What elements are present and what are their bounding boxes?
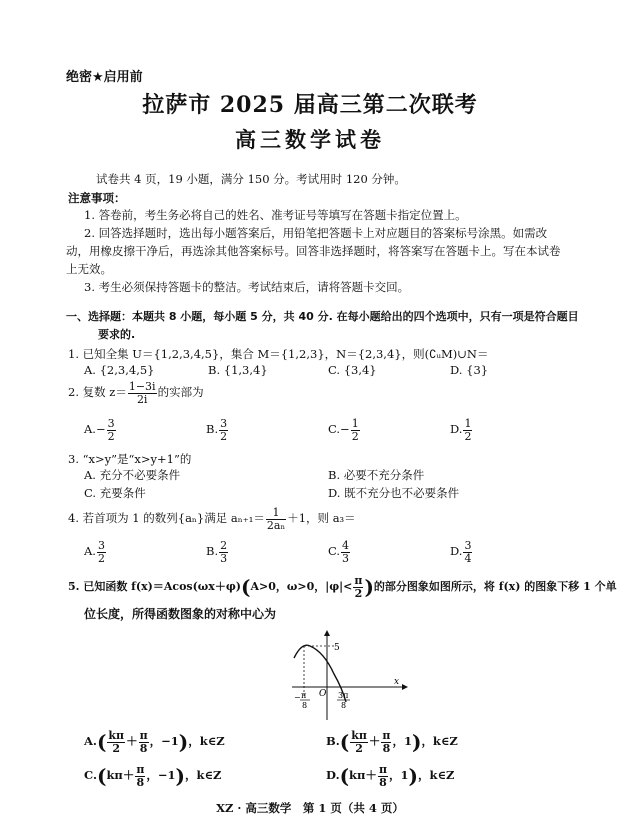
q5-a-num1: kπ [108, 729, 125, 742]
q5-b-paren-open: ( [339, 730, 350, 755]
right-tick-num: 3π [338, 691, 349, 700]
q2-a-num: 3 [107, 417, 115, 430]
q2-option-d [450, 418, 473, 442]
q5-a-den2: 8 [139, 741, 148, 755]
q4-c-frac [341, 540, 350, 564]
q3-option-c: C. 充要条件 [84, 486, 146, 500]
q4-a-num: 3 [97, 539, 105, 552]
left-tick-den: 8 [302, 701, 308, 710]
q5-b-tail: ，1 [392, 734, 412, 749]
left-tick-num: π [301, 691, 307, 700]
q4-denominator: 2aₙ [266, 518, 286, 532]
q2-a-label: A. [84, 422, 96, 437]
q5-a-den1: 2 [112, 741, 121, 755]
exam-title: 拉萨市 2025 届高三第二次联考 [142, 92, 478, 118]
q4-b-num: 2 [220, 539, 228, 552]
q5-phi-frac [353, 575, 363, 599]
x-axis-label: x [394, 677, 400, 687]
q2-c-num: 1 [351, 417, 359, 430]
q2-numerator: 1−3i [128, 380, 156, 393]
q4-prefix: 4. 若首项为 1 的数列{aₙ}满足 aₙ₊₁＝ [68, 511, 265, 526]
origin-label: O [319, 689, 327, 699]
q5-a-frac1 [107, 730, 125, 754]
section-heading: 一、选择题：本题共 8 小题，每小题 5 分，共 40 分. 在每小题给出的四个选项中，只有一项是符合题目 [66, 310, 579, 323]
q2-option-b [206, 418, 229, 442]
q5-b-frac2 [381, 730, 391, 754]
q4-c-label: C. [328, 544, 341, 559]
q5-a-tail: ，−1 [149, 734, 179, 749]
question-1-stem: 1. 已知全集 U＝{1,2,3,4,5}，集合 M＝{1,2,3}，N＝{2,3,4}，则(∁ᵤM)∪N＝ [68, 347, 489, 361]
q4-fraction [266, 507, 286, 531]
right-tick-den: 8 [341, 701, 347, 710]
notice-item-3: 3. 考生必须保持答题卡的整洁。考试结束后，请将答题卡交回。 [84, 280, 410, 294]
q5-b-num1: kπ [351, 729, 367, 742]
q4-d-num: 3 [464, 539, 472, 552]
q5-a-paren-close: ) [178, 730, 189, 755]
q3-option-b: B. 必要不充分条件 [328, 468, 425, 482]
q5-c-pre: kπ＋ [106, 768, 135, 783]
q5-d-paren-open: ( [339, 764, 350, 789]
q5-b-den1: 2 [355, 741, 363, 755]
q2-option-a [84, 418, 117, 442]
q4-b-den: 3 [220, 551, 228, 565]
q5-paren-close: ) [364, 575, 374, 600]
q1-option-c: C. {3,4} [328, 363, 377, 377]
q4-c-den: 3 [342, 551, 350, 565]
q5-a-frac2 [139, 730, 149, 754]
q4-suffix: ＋1，则 a₃＝ [287, 511, 356, 526]
x-axis-arrow [402, 684, 408, 690]
notice-item-1: 1. 答卷前，考生务必将自己的姓名、准考证号等填写在答题卡指定位置上。 [84, 208, 467, 222]
q4-a-frac [97, 540, 106, 564]
q2-c-sign: − [340, 422, 350, 437]
q5-b-paren-close: ) [411, 730, 422, 755]
q1-option-b: B. {1,3,4} [208, 363, 268, 377]
q5-c-den: 8 [136, 775, 145, 789]
q2-a-sign: − [95, 422, 106, 437]
page-footer: XZ · 高三数学 第 1 页（共 4 页） [216, 801, 404, 815]
q2-d-frac [463, 418, 472, 442]
q4-d-den: 4 [464, 551, 472, 565]
q2-c-frac [351, 418, 360, 442]
q5-c-label: C. [84, 768, 97, 783]
question-5-cont: 位长度，所得函数图象的对称中心为 [84, 607, 277, 621]
q2-d-den: 2 [464, 429, 472, 443]
q2-c-den: 2 [351, 429, 359, 443]
q4-d-frac [463, 540, 472, 564]
q2-b-label: B. [206, 422, 219, 437]
exam-subtitle: 高三数学试卷 [235, 127, 385, 152]
q3-option-d: D. 既不充分也不必要条件 [328, 486, 460, 500]
q5-option-a: A.( $\frac{k\pi}{2}$ ＋ $\frac{\pi}{8}$ ，−1)，k∈Z [84, 729, 225, 755]
question-4-stem [68, 507, 356, 531]
q2-option-c [328, 418, 361, 442]
q5-c-num: π [136, 763, 145, 776]
q5-option-d [326, 764, 454, 788]
q5-b-text: ，k∈Z [421, 734, 458, 749]
q5-pi: π [354, 574, 363, 587]
confidential-label: 绝密★启用前 [66, 70, 143, 85]
q5-b-den2: 8 [382, 741, 391, 755]
q2-a-frac [107, 418, 116, 442]
y-max-label: 5 [334, 643, 340, 653]
q2-b-num: 3 [220, 417, 228, 430]
q5-d-den: 8 [379, 775, 387, 789]
question-5-stem [68, 575, 617, 599]
q4-b-frac [219, 540, 228, 564]
q2-fraction [128, 381, 157, 405]
q2-suffix: 的实部为 [157, 385, 204, 400]
notice-item-2-cont: 动，用橡皮擦干净后，再选涂其他答案标号。回答非选择题时，将答案写在答题卡上。写在本试卷 [66, 244, 561, 258]
q5-option-c [84, 764, 221, 788]
q5-d-frac [378, 764, 388, 788]
q5-a-paren-open: ( [96, 730, 107, 755]
q4-a-den: 2 [97, 551, 105, 565]
q5-d-paren-close: ) [408, 764, 418, 789]
q5-d-num: π [378, 763, 387, 776]
q5-a-text: ，k∈Z [188, 734, 225, 749]
q5-two: 2 [354, 586, 363, 600]
q4-a-label: A. [84, 544, 96, 559]
function-graph [290, 630, 410, 722]
q5-stem-b: A>0，ω>0，|φ|< [250, 580, 353, 594]
q2-b-den: 2 [220, 429, 228, 443]
q4-numerator: 1 [266, 507, 286, 520]
q1-option-a: A. {2,3,4,5} [84, 363, 155, 377]
q4-d-label: D. [450, 544, 463, 559]
notice-item-2-end: 上无效。 [66, 262, 112, 276]
q4-c-num: 4 [342, 539, 350, 552]
q5-c-paren-open: ( [96, 764, 107, 789]
q2-d-num: 1 [464, 417, 472, 430]
q5-b-frac1 [350, 730, 368, 754]
section-heading-cont: 要求的. [98, 328, 136, 341]
notice-item-2: 2. 回答选择题时，选出每小题答案后，用铅笔把答题卡上对应题目的答案标号涂黑。如需改 [84, 226, 548, 240]
q1-option-d: D. {3} [450, 363, 489, 377]
q5-a-label: A. [84, 734, 97, 749]
q5-d-label: D. [326, 768, 340, 783]
q5-stem-a: 5. 已知函数 f(x)＝Acos(ωx＋φ) [68, 580, 241, 594]
q4-option-a [84, 540, 107, 564]
q5-b-label: B. [326, 734, 340, 749]
q5-d-pre: kπ＋ [349, 768, 377, 783]
q5-c-tail: ，−1 [146, 768, 176, 783]
q5-d-tail: ，1 [389, 768, 409, 783]
question-3-stem: 3. “x>y”是“x>y+1”的 [68, 452, 192, 466]
q4-option-b [206, 540, 229, 564]
q2-b-frac [219, 418, 228, 442]
q5-stem-c: 的部分图象如图所示，将 f(x) 的图象下移 1 个单 [373, 580, 617, 594]
q5-b-num2: π [382, 729, 391, 742]
q5-c-paren-close: ) [175, 764, 185, 789]
q5-paren-open: ( [241, 575, 251, 600]
q2-c-label: C. [328, 422, 341, 437]
q2-denominator: 2i [136, 392, 148, 406]
left-tick-sign: − [294, 693, 301, 702]
q2-d-label: D. [450, 422, 463, 437]
intro-text: 试卷共 4 页，19 小题，满分 150 分。考试用时 120 分钟。 [96, 172, 406, 186]
q2-a-den: 2 [107, 429, 115, 443]
q5-a-num2: π [139, 729, 148, 742]
q5-d-text: ，k∈Z [417, 768, 455, 783]
question-2-stem [68, 381, 204, 405]
notice-heading: 注意事项： [68, 191, 126, 205]
q5-c-frac [135, 764, 145, 788]
q4-b-label: B. [206, 544, 219, 559]
q5-c-text: ，k∈Z [185, 768, 222, 783]
y-axis-arrow [324, 630, 330, 636]
q3-option-a: A. 充分不必要条件 [84, 468, 181, 482]
q5-option-b: B.( $\frac{k\pi}{2}$ ＋ $\frac{\pi}{8}$ ，1)，k∈Z [326, 729, 458, 755]
q4-option-d [450, 540, 473, 564]
q2-prefix: 2. 复数 z＝ [68, 385, 127, 400]
q4-option-c [328, 540, 351, 564]
